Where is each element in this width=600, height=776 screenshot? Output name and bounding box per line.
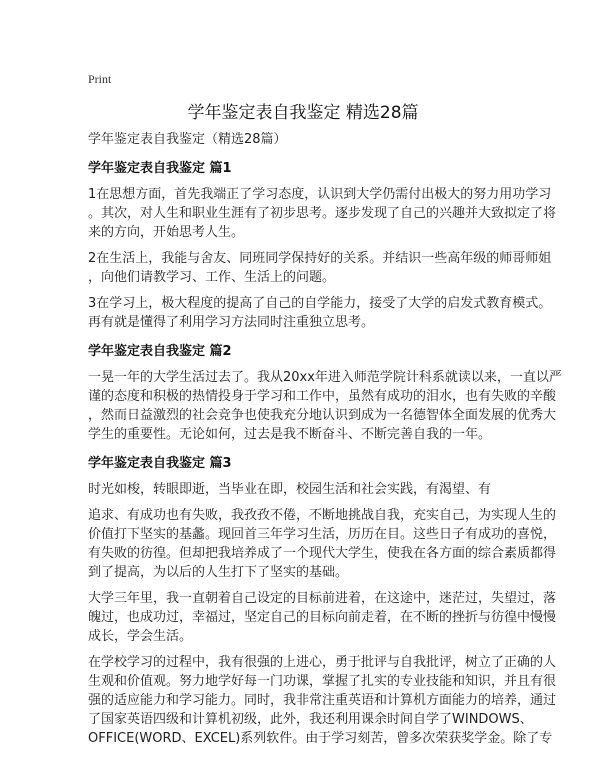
document-page (88, 70, 562, 748)
paragraph-line: 再有就是懂得了利用学习方法同时注重独立思考。 (88, 315, 375, 330)
paragraph (88, 185, 557, 242)
paragraph-line: 有失败的彷徨。但却把我培养成了一个现代大学生，使我在各方面的综合素质都得 (88, 546, 557, 561)
paragraph-line: 1在思想方面，首先我端正了学习态度，认识到大学仍需付出极大的努力用功学习 (88, 187, 552, 202)
document-subtitle: 学年鉴定表自我鉴定（精选28篇） (88, 132, 287, 147)
paragraph (88, 249, 552, 287)
section-heading: 学年鉴定表自我鉴定 篇1 (88, 161, 232, 176)
paragraph (88, 589, 557, 646)
paragraph-line: 在学校学习的过程中，我有很强的上进心，勇于批评与自我批评，树立了正确的人 (88, 655, 557, 670)
paragraph-line: 价值打下坚实的基蠡。现回首三年学习生活，历历在目。这些日子有成功的喜悦， (88, 527, 557, 542)
paragraph-line: 魄过，也成功过，幸福过，坚定自己的目标向前走着，在不断的挫折与彷徨中慢慢 (88, 610, 557, 625)
paragraph-line: 2在生活上，我能与舍友、同班同学保持好的关系。并结识一些高年级的师哥师姐 (88, 251, 552, 266)
paragraph-line: ，向他们请教学习、工作、生活上的问题。 (88, 270, 336, 285)
paragraph (88, 368, 562, 444)
paragraph-line: 来的方向，开始思考人生。 (88, 225, 245, 240)
paragraph-line: 强的适应能力和学习能力。同时，我非常注重英语和计算机方面能力的培养，通过 (88, 693, 557, 708)
paragraph-line: ，然而日益激烈的社会竞争也使我充分地认识到成为一名德智体全面发展的优秀大 (88, 408, 557, 423)
paragraph (88, 506, 557, 582)
paragraph-line: 追求、有成功也有失败，我孜孜不倦，不断地挑战自我，充实自己，为实现人生的 (88, 508, 557, 523)
paragraph (88, 294, 552, 332)
paragraph (88, 480, 518, 499)
paragraph-line: 时光如梭，转眼即逝，当毕业在即，校园生活和社会实践，有渴望、有 (88, 482, 492, 497)
paragraph-line: 成长，学会生活。 (88, 629, 193, 644)
paragraph-line: 3在学习上，极大程度的提高了自己的自学能力，接受了大学的启发式教育模式。 (88, 296, 552, 311)
paragraph-line: 大学三年里，我一直朝着自己设定的目标前进着，在这途中，迷茫过，失望过，落 (88, 591, 557, 606)
sections (88, 159, 562, 748)
paragraph-line: 了国家英语四级和计算机初级，此外，我还利用课余时间自学了WINDOWS、 (88, 712, 533, 727)
paragraph-line: 一晃一年的大学生活过去了。我从20xx年进入师范学院计科系就读以来，一直以严 (88, 370, 562, 385)
paragraph-line: 。其次，对人生和职业生涯有了初步思考。逐步发现了自己的兴趣并大致拟定了将 (88, 206, 557, 221)
paragraph (88, 653, 557, 748)
section-heading: 学年鉴定表自我鉴定 篇3 (88, 456, 232, 471)
paragraph-line: 到了提高，为以后的人生打下了坚实的基础。 (88, 565, 349, 580)
paragraph-line: 生观和价值观。努力地学好每一门功课，掌握了扎实的专业技能和知识，并且有很 (88, 674, 557, 689)
paragraph-line: 谨的态度和积极的热情投身于学习和工作中，虽然有成功的泪水，也有失败的辛酸 (88, 389, 557, 404)
print-label: Print (88, 72, 112, 86)
paragraph-line: 学生的重要性。无论如何，过去是我不断奋斗、不断完善自我的一年。 (88, 427, 492, 442)
section-heading: 学年鉴定表自我鉴定 篇2 (88, 344, 232, 359)
page-title: 学年鉴定表自我鉴定 精选28篇 (187, 103, 419, 123)
paragraph-line: OFFICE(WORD、EXCEL)系列软件。由于学习刻苦，曾多次荣获奖学金。除了专 (88, 731, 553, 746)
